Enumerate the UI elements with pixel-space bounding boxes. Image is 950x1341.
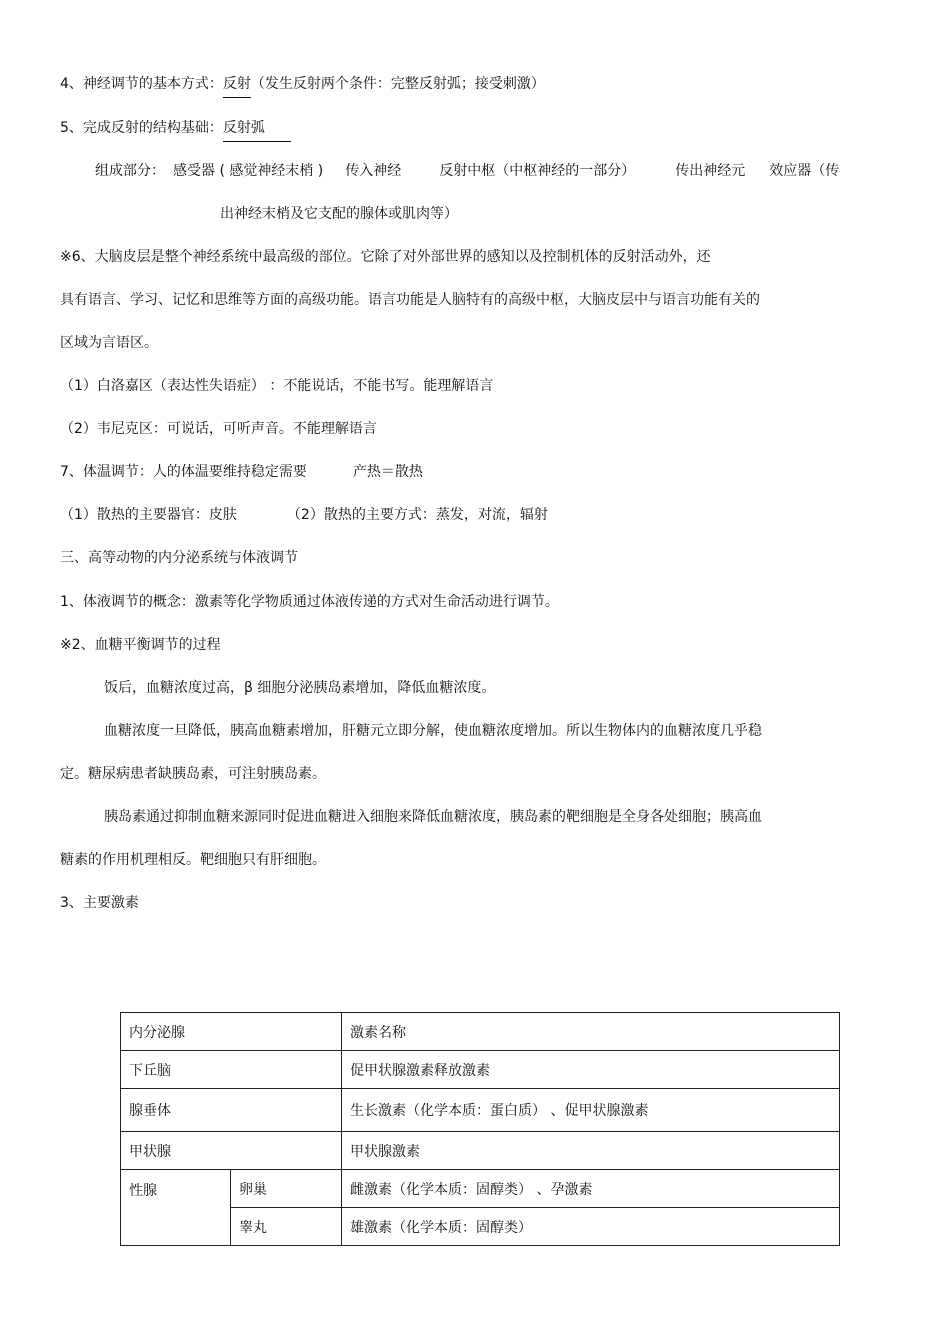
- item-6-line-3: 区域为言语区。: [60, 335, 158, 351]
- hormone-cell: 甲状腺激素: [342, 1132, 840, 1170]
- item-5-answer: 反射弧: [223, 118, 291, 138]
- item-4-answer: 反射: [222, 76, 251, 92]
- item-7-heat-loss: [60, 505, 548, 525]
- item-6-line-1: ※6、大脑皮层是整个神经系统中最高级的部位。它除了对外部世界的感知以及控制机体的反射活动外，还: [60, 249, 711, 265]
- item-7-balance: 产热＝散热: [352, 464, 423, 480]
- paragraph-glucose-drop-2: 定。糖尿病患者缺胰岛素，可注射胰岛素。: [60, 766, 326, 782]
- component-efferent: 传出神经元: [675, 163, 746, 179]
- blood-sugar-heading: ※2、血糖平衡调节的过程: [60, 637, 221, 653]
- hormone-cell: 雌激素（化学本质：固醇类） 、孕激素: [342, 1170, 840, 1208]
- hormone-cell: 雄激素（化学本质：固醇类）: [342, 1208, 840, 1246]
- item-4-reflex: [60, 74, 545, 94]
- item-5-label: 5、完成反射的结构基础：: [60, 120, 223, 136]
- gland-cell: 下丘脑: [121, 1051, 342, 1089]
- table-row: [121, 1089, 840, 1132]
- item-7-temperature: [60, 462, 423, 482]
- header-gland: 内分泌腺: [121, 1013, 342, 1051]
- component-receptor: 感受器 ( 感觉神经末梢 ): [173, 163, 324, 179]
- section-3-heading: 三、高等动物的内分泌系统与体液调节: [60, 550, 298, 566]
- components-label: 组成部分：: [95, 163, 165, 179]
- hormone-table: [120, 1012, 840, 1246]
- gland-cell: 腺垂体: [121, 1089, 342, 1132]
- hormone-cell: 生长激素（化学本质：蛋白质） 、促甲状腺激素: [342, 1089, 840, 1132]
- table-header-row: [121, 1013, 840, 1051]
- effector-continuation: 出神经末梢及它支配的腺体或肌肉等）: [220, 206, 458, 222]
- broca-area: （1）白洛嘉区（表达性失语症） ：不能说话，不能书写。能理解语言: [60, 378, 494, 394]
- component-center: 反射中枢（中枢神经的一部分）: [439, 163, 636, 179]
- table-row: [121, 1170, 840, 1208]
- item-5-reflex-arc: [60, 118, 291, 138]
- item-4-note: （发生反射两个条件：完整反射弧；接受刺激）: [250, 76, 545, 92]
- item-7-label: 7、体温调节：人的体温要维持稳定需要: [60, 464, 307, 480]
- paragraph-after-meal: 饭后，血糖浓度过高，β 细胞分泌胰岛素增加，降低血糖浓度。: [104, 680, 496, 696]
- component-effector: 效应器（传: [769, 163, 840, 179]
- wernicke-area: （2）韦尼克区：可说话，可听声音。不能理解语言: [60, 421, 377, 437]
- subgland-cell: 睾丸: [231, 1208, 342, 1246]
- item-6-line-2: 具有语言、学习、记忆和思维等方面的高级功能。语言功能是人脑特有的高级中枢，大脑皮层中与语言功能有关的: [60, 292, 760, 308]
- paragraph-insulin-2: 糖素的作用机理相反。靶细胞只有肝细胞。: [60, 852, 326, 868]
- humoral-definition: 1、体液调节的概念：激素等化学物质通过体液传递的方式对生命活动进行调节。: [60, 594, 559, 610]
- heat-loss-organ: （1）散热的主要器官：皮肤: [60, 507, 237, 523]
- component-afferent: 传入神经: [345, 163, 402, 179]
- table-row: [121, 1051, 840, 1089]
- gland-cell: 甲状腺: [121, 1132, 342, 1170]
- paragraph-glucose-drop-1: 血糖浓度一旦降低，胰高血糖素增加，肝糖元立即分解，使血糖浓度增加。所以生物体内的血糖浓度几乎稳: [104, 723, 762, 739]
- main-hormones-heading: 3、主要激素: [60, 895, 139, 911]
- heat-loss-methods: （2）散热的主要方式：蒸发，对流，辐射: [286, 507, 548, 523]
- hormone-cell: 促甲状腺激素释放激素: [342, 1051, 840, 1089]
- subgland-cell: 卵巢: [231, 1170, 342, 1208]
- header-hormone: 激素名称: [342, 1013, 840, 1051]
- paragraph-insulin-1: 胰岛素通过抑制血糖来源同时促进血糖进入细胞来降低血糖浓度，胰岛素的靶细胞是全身各处细胞；胰高血: [104, 809, 762, 825]
- gland-cell: 性腺: [121, 1170, 231, 1246]
- item-4-label: 4、神经调节的基本方式：: [60, 76, 223, 92]
- reflex-arc-components: [95, 161, 839, 181]
- table-row: [121, 1132, 840, 1170]
